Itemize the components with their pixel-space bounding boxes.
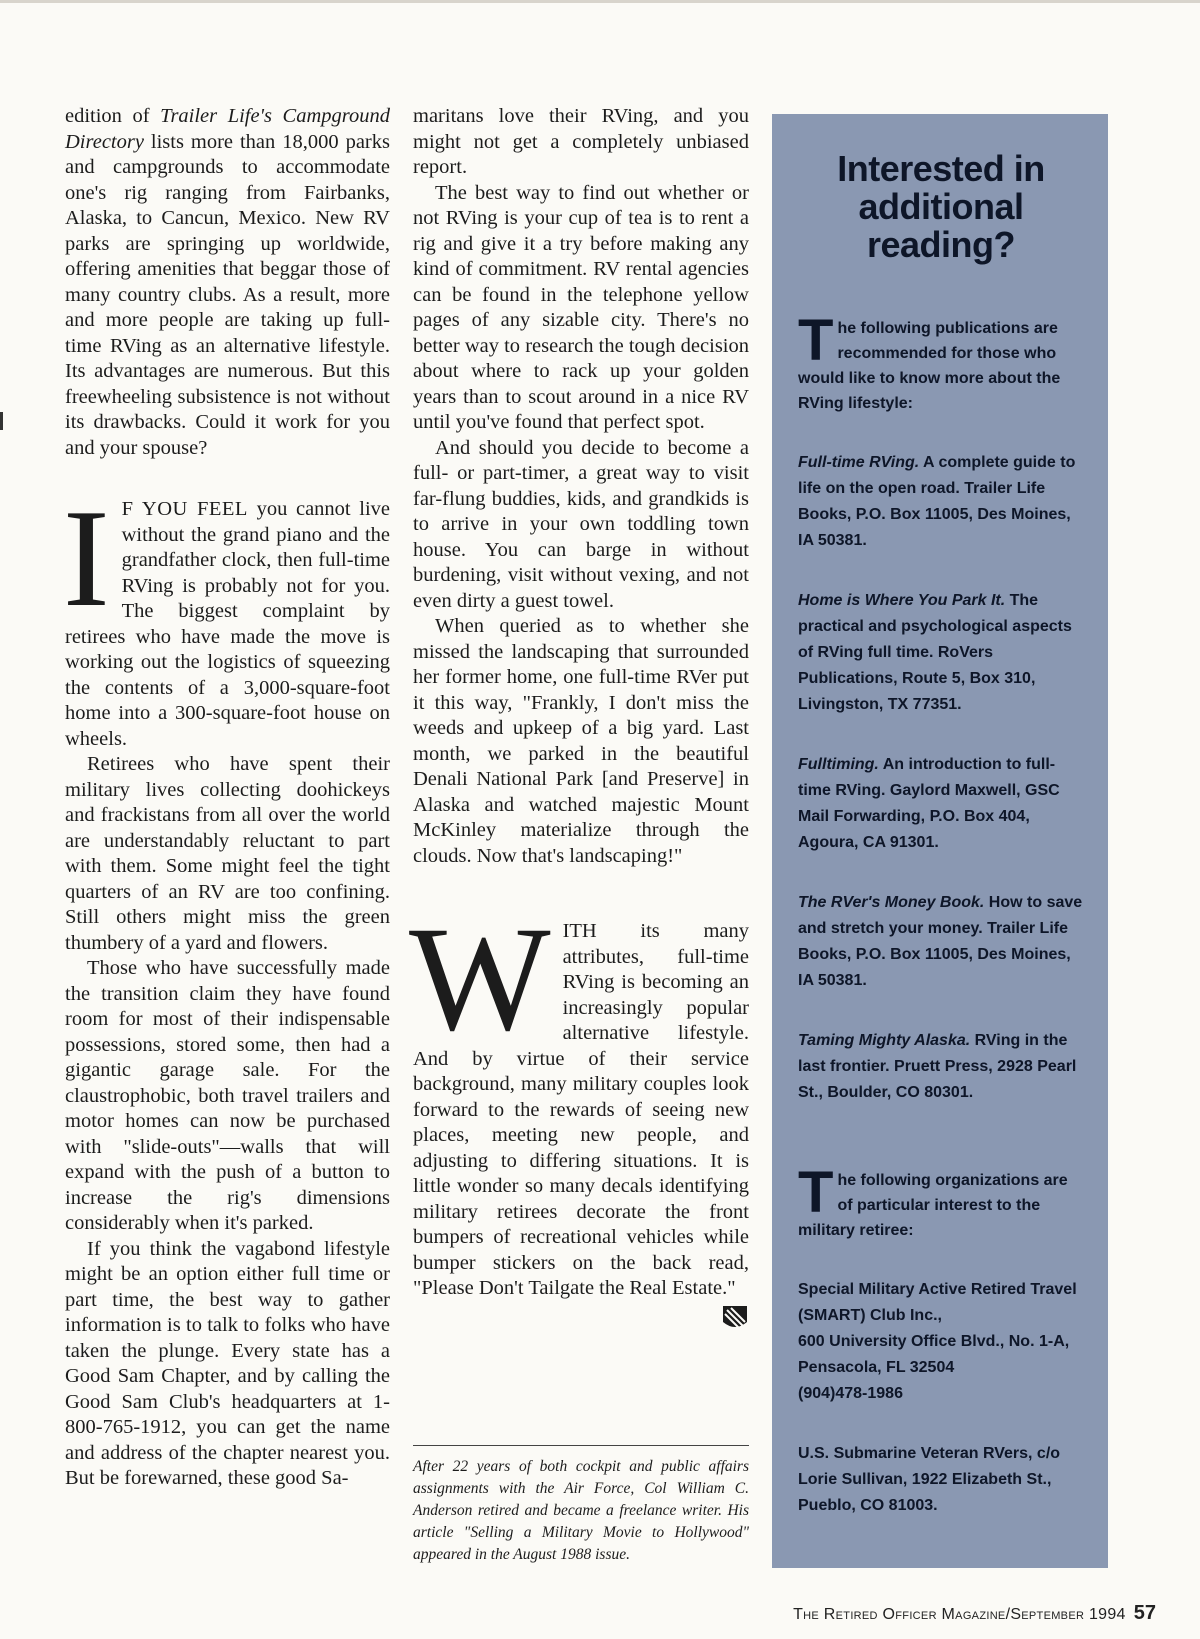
paragraph: I F YOU FEEL you cannot live without the grand piano and the grandfather clock, then full-time RVing is probably not for you. The biggest complaint by retirees who have made the move is working out the logistics of squeezing the contents of a 3,000-square-foot home into a 300-square-foot house on wheels.: [63, 481, 390, 750]
paragraph: WITH its many attributes, full-time RVing is becoming an increasingly popular alternative lifestyle. And by virtue of their service background, many military couples look forward to the rewards of seeing new places, meeting new people, and adjusting to differing situations. It is little wonder so many decals identifying military retirees decorate the front bumpers of recreational vehicles while bumper stickers on the back read, "Please Don't Tailgate the Real Estate.": [413, 919, 749, 1302]
paragraph: Retirees who have spent their military lives collecting doohickeys and frackistans from all over the world are understandably reluctant to part with them. Some might feel the tight quarters of an RV are too confining. Still others might miss the green thumbery of a yard and flowers.: [65, 753, 390, 954]
publication-list: [798, 450, 1084, 1106]
publication-entry: Fulltiming. An introduction to full-time RVing. Gaylord Maxwell, GSC Mail Forwarding, P.O. Box 404, Agoura, CA 91301.: [798, 756, 1060, 851]
top-edge: [0, 0, 1200, 3]
drop-cap: W: [409, 896, 551, 1062]
lead-in-caps: F YOU FEEL: [121, 498, 248, 520]
publication-entry: Full-time RVing. A complete guide to life on the open road. Trailer Life Books, P.O. Box 11005, Des Moines, IA 50381.: [798, 454, 1076, 549]
publication-name: The Retired Officer Magazine/September 1994: [793, 1606, 1126, 1623]
publication-entry: Taming Mighty Alaska. RVing in the last frontier. Pruett Press, 2928 Pearl St., Boulder, CO 80301.: [798, 1032, 1077, 1101]
drop-cap: T: [798, 1160, 834, 1225]
organization-entry: U.S. Submarine Veteran RVers, c/o Lorie Sullivan, 1922 Elizabeth St., Pueblo, CO 81003.: [798, 1445, 1061, 1514]
sidebar-box: [772, 114, 1108, 1568]
paragraph: When queried as to whether she missed the landscaping that surrounded her former home, one full-time RVer put it this way, "Frankly, I don't miss the weeds and upkeep of a big yard. Last month, we parked in the beautiful Denali National Park [and Preserve] in Alaska and watched majestic Mount McKinley materialize through the clouds. Now that's landscaping!": [413, 615, 749, 867]
drop-cap: I: [63, 481, 110, 636]
end-mark-icon: [721, 1304, 749, 1334]
organization-list: [798, 1277, 1084, 1519]
paragraph: maritans love their RVing, and you might not get a completely unbiased report.: [413, 105, 749, 178]
paragraph: And should you decide to become a full- or part-timer, a great way to visit far-flung buddies, kids, and grandkids is to arrive in your own toddling town house. You can barge in without burdening, visit without vexing, and not even dirty a guest towel.: [413, 436, 749, 612]
publication-entry: Home is Where You Park It. The practical and psychological aspects of RVing full time. RoVers Publications, Route 5, Box 310, Livingston, TX 77351.: [798, 592, 1072, 713]
page-footer: [776, 1602, 1156, 1625]
paragraph: The best way to find out whether or not RVing is your cup of tea is to rent a rig and give it a try before making any kind of commitment. RV rental agencies can be found in the telephone yellow pages of any sizable city. There's no better way to research the tough decision about where to rack up your golden years than to scout around in a nice RV until you've found that perfect spot.: [413, 181, 749, 433]
paragraph: Those who have successfully made the transition claim they have found room for most of their indispensable possessions, stored some, then had a gigantic garage sale. For the claustrophobic, both travel trailers and motor homes can now be purchased with "slide-outs"—walls that will expand with the push of a button to increase the rig's dimensions considerably when it's parked.: [65, 957, 390, 1234]
directory-title: Trailer Life's Campground Directory: [65, 105, 390, 153]
article-column-2: [409, 104, 749, 1334]
organization-entry: Special Military Active Retired Travel (SMART) Club Inc., 600 University Office Blvd., No. 1-A, Pensacola, FL 32504 (904)478-1986: [798, 1281, 1077, 1402]
sidebar-intro: The following organizations are of particular interest to the military retiree:: [798, 1160, 1068, 1239]
page-number: 57: [1133, 1602, 1156, 1624]
publication-entry: The RVer's Money Book. How to save and stretch your money. Trailer Life Books, P.O. Box 11005, Des Moines, IA 50381.: [798, 894, 1083, 989]
drop-cap: T: [798, 308, 834, 373]
margin-mark: [0, 412, 3, 430]
sidebar-intro: The following publications are recommended for those who would like to know more about the RVing lifestyle:: [798, 308, 1061, 412]
paragraph: If you think the vagabond lifestyle might be an option either full time or part time, the best way to gather information is to talk to folks who have taken the plunge. Every state has a Good Sam Chapter, and by calling the Good Sam Club's headquarters at 1-800-765-1912, you can get the name and address of the chapter nearest you. But be forewarned, these good Sa-: [65, 1237, 390, 1489]
author-bio: After 22 years of both cockpit and public affairs assignments with the Air Force, Col William C. Anderson retired and became a freelance writer. His article "Selling a Military Movie to Hollywood" appeared in the August 1988 issue.: [413, 1445, 749, 1566]
paragraph: edition of Trailer Life's Campground Directory lists more than 18,000 parks and campgrounds to accommodate one's rig ranging from Fairbanks, Alaska, to Cancun, Mexico. New RV parks are springing up worldwide, offering amenities that beggar those of many country clubs. As a result, more and more people are taking up full-time RVing as an alternative lifestyle. Its advantages are numerous. But this freewheeling subsistence is not without its drawbacks. Could it work for you and your spouse?: [65, 105, 390, 459]
article-column-1: [65, 104, 390, 1492]
sidebar-title: Interested in additional reading?: [837, 148, 1045, 265]
